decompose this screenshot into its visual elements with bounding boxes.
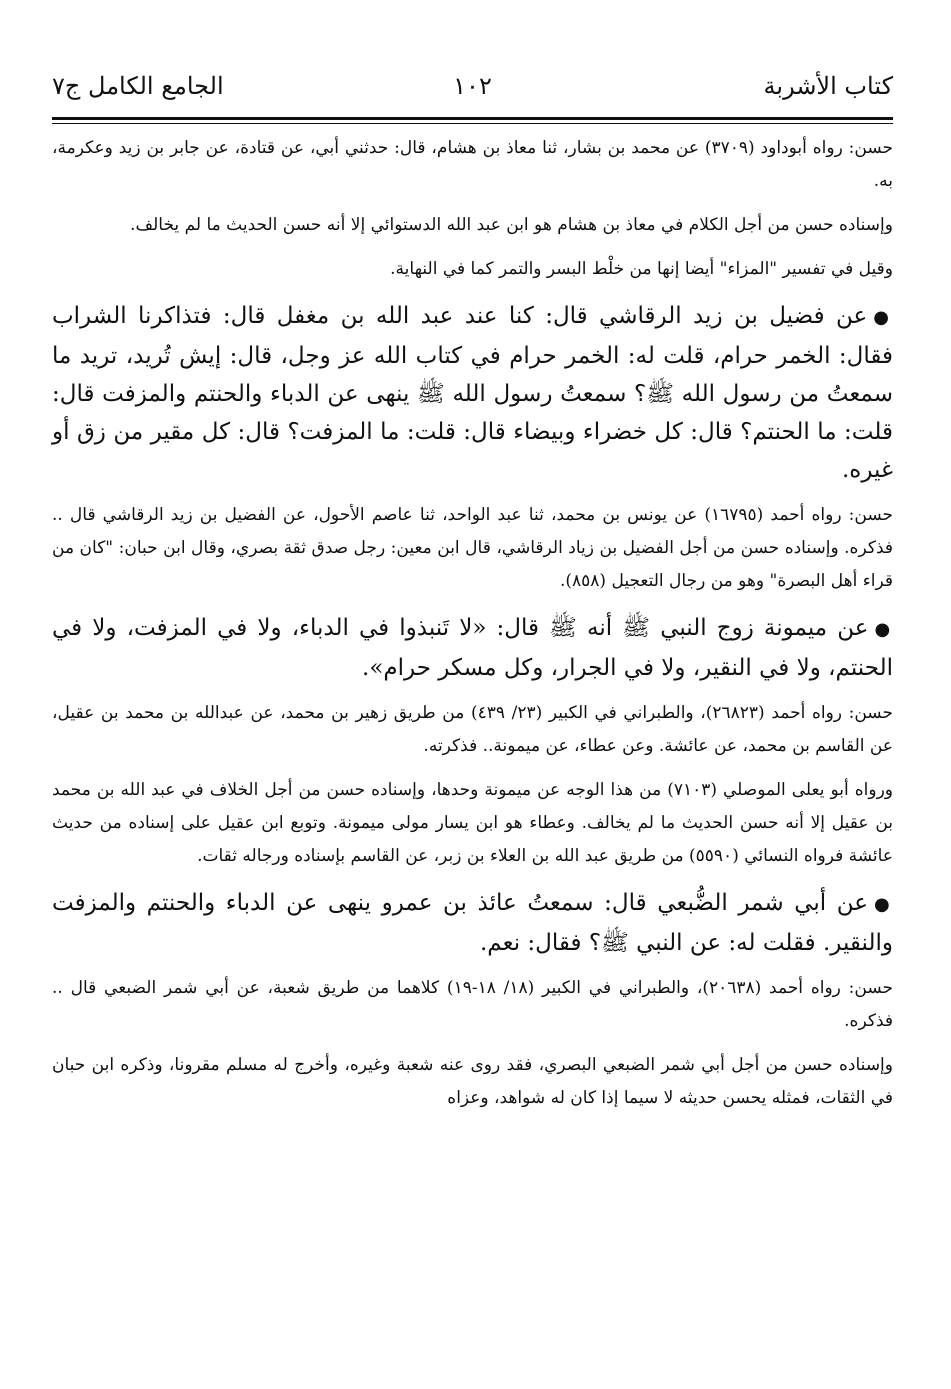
takhrij-note: وإسناده حسن من أجل الكلام في معاذ بن هشام هو ابن عبد الله الدستوائي إلا أنه حسن الحديث ما لم يخالف. [130, 215, 893, 235]
hadith-text: ●عن فضيل بن زيد الرقاشي قال: كنا عند عبد الله بن مغفل قال: فتذاكرنا الشراب فقال: الخمر حرام، قلت له: الخمر حرام في كتاب الله عز وجل، قال: إيش تُريد، تريد ما سمعتُ من رسول الله ﷺ؟ سمعتُ رسول الله ﷺ ينهى عن الدباء والحنتم والمزفت قال: قلت: ما الحنتم؟ قال: كل خضراء وبيضاء قال: قلت: ما المزفت؟ قال: كل مقير من زق أو غيره. [52, 303, 893, 483]
running-header [52, 62, 893, 110]
takhrij-note: ورواه أبو يعلى الموصلي (٧١٠٣) من هذا الوجه عن ميمونة وحدها، وإسناده حسن من أجل الخلاف في عبد الله بن محمد بن عقيل إلا أنه حسن الحديث ما لم يخالف. وعطاء هو ابن يسار مولى ميمونة. وتوبع ابن عقيل على إسناده من حديث عائشة فرواه النسائي (٥٥٩٠) من طريق عبد الله بن العلاء بن زبر، عن القاسم بإسناده ورجاله ثقات. [52, 780, 894, 866]
header-page-number: ١٠٢ [453, 72, 492, 100]
bullet-icon: ● [874, 619, 893, 640]
bullet-icon: ● [873, 307, 893, 328]
header-book-title: الجامع الكامل ج٧ [52, 72, 224, 100]
takhrij-note: وقيل في تفسير "المزاء" أيضا إنها من خلْط البسر والتمر كما في النهاية. [390, 259, 893, 279]
takhrij-note: وإسناده حسن من أجل أبي شمر الضبعي البصري، فقد روى عنه شعبة وغيره، وأخرج له مسلم مقرونا، وذكره ابن حبان في الثقات، فمثله يحسن حديثه لا سيما إذا كان له شواهد، وعزاه [52, 1055, 893, 1108]
hadith-text: ●عن ميمونة زوج النبي ﷺ أنه ﷺ قال: «لا تَنبذوا في الدباء، ولا في المزفت، ولا في الحنتم، ولا في النقير، ولا في الجرار، وكل مسكر حرام». [52, 615, 893, 681]
page-body [52, 132, 893, 1126]
header-rule-thin [52, 123, 893, 124]
bullet-icon: ● [874, 894, 893, 915]
takhrij-note: حسن: رواه أبوداود (٣٧٠٩) عن محمد بن بشار، ثنا معاذ بن هشام، قال: حدثني أبي، عن قتادة، عن جابر بن زيد وعكرمة، به. [52, 138, 894, 191]
takhrij-note: حسن: رواه أحمد (٢٠٦٣٨)، والطبراني في الكبير (١٨/ ١٨-١٩) كلاهما من طريق شعبة، عن أبي شمر الضبعي قال .. فذكره. [52, 978, 893, 1031]
book-page [52, 0, 893, 1389]
hadith-text: ●عن أبي شمر الضُّبعي قال: سمعتُ عائذ بن عمرو ينهى عن الدباء والحنتم والمزفت والنقير. فقلت له: عن النبي ﷺ؟ فقال: نعم. [52, 890, 893, 956]
header-chapter-title: كتاب الأشربة [763, 72, 893, 100]
takhrij-note: حسن: رواه أحمد (٢٦٨٢٣)، والطبراني في الكبير (٢٣/ ٤٣٩) من طريق زهير بن محمد، عن عبدالله بن محمد بن عقيل، عن القاسم بن محمد، عن عائشة. وعن عطاء، عن ميمونة.. فذكرته. [52, 703, 893, 756]
header-rule-thick [52, 117, 893, 120]
takhrij-note: حسن: رواه أحمد (١٦٧٩٥) عن يونس بن محمد، ثنا عبد الواحد، ثنا عاصم الأحول، عن الفضيل بن زيد الرقاشي قال .. فذكره. وإسناده حسن من أجل الفضيل بن زياد الرقاشي، قال ابن معين: رجل صدق ثقة بصري، وقال ابن حبان: "كان من قراء أهل البصرة" وهو من رجال التعجيل (٨٥٨). [52, 505, 893, 591]
